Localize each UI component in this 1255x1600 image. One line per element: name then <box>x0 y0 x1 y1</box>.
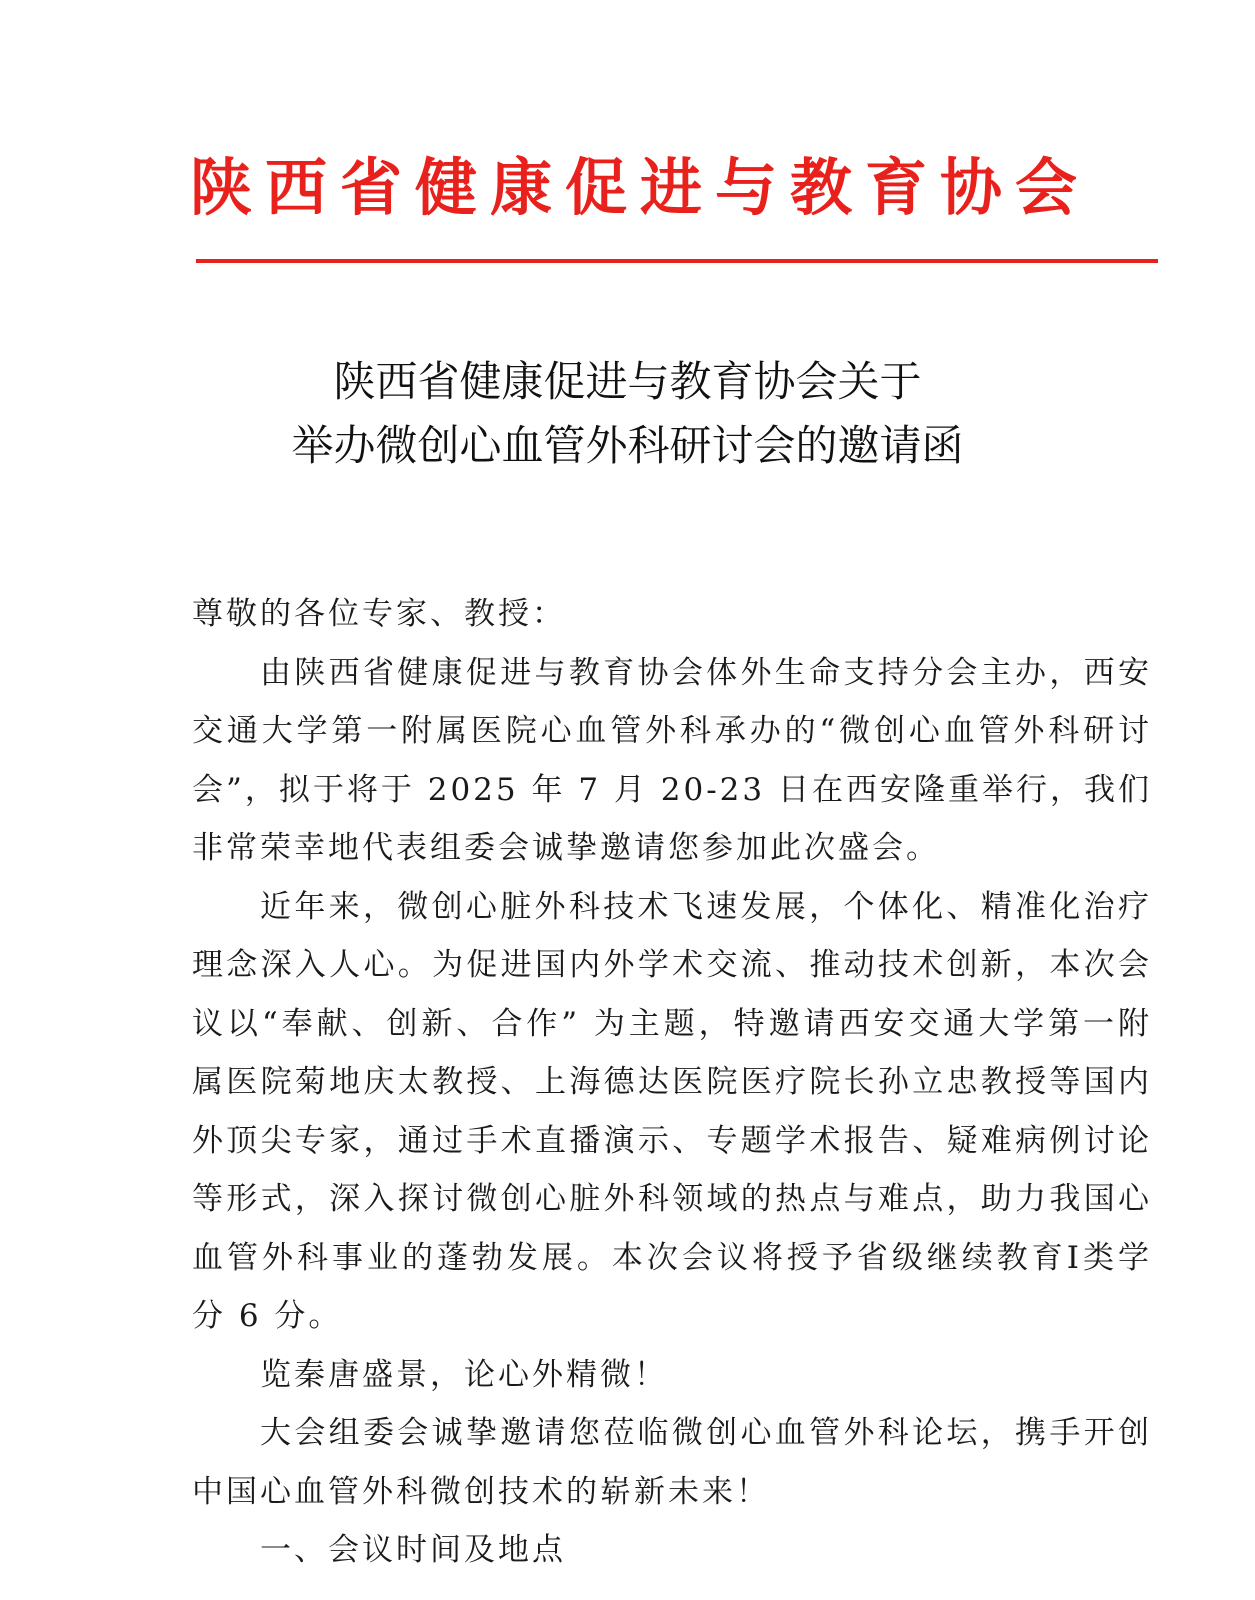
letter-body <box>192 585 1152 1580</box>
paragraph-invitation: 由陕西省健康促进与教育协会体外生命支持分会主办，西安交通大学第一附属医院心血管外科承办的“微创心血管外科研讨会”，拟于将于 2025 年 7 月 20-23 日在西安隆重举行，我们非常荣幸地代表组委会诚挚邀请您参加此次盛会。 <box>192 654 1152 866</box>
paragraph-slogan: 览秦唐盛景，论心外精微！ <box>260 1356 668 1393</box>
paragraph-background: 近年来，微创心脏外科技术飞速发展，个体化、精准化治疗理念深入人心。为促进国内外学术交流、推动技术创新，本次会议以“奉献、创新、合作” 为主题，特邀请西安交通大学第一附属医院菊地庆太教授、上海德达医院医疗院长孙立忠教授等国内外顶尖专家，通过手术直播演示、专题学术报告、疑难病例讨论等形式，深入探讨微创心脏外科领域的热点与难点，助力我国心血管外科事业的蓬勃发展。本次会议将授予省级继续教育Ⅰ类学分 6 分。 <box>192 888 1152 1334</box>
salutation: 尊敬的各位专家、教授： <box>192 596 566 632</box>
section-heading-time-location: 一、会议时间及地点 <box>260 1532 566 1568</box>
document-title-line-1: 陕西省健康促进与教育协会关于 <box>333 357 922 406</box>
letterhead-org-name: 陕西省健康促进与教育协会 <box>190 151 1091 224</box>
paragraph-closing-invitation: 大会组委会诚挚邀请您莅临微创心血管外科论坛，携手开创中国心血管外科微创技术的崭新未来！ <box>192 1415 1152 1510</box>
letterhead-red-rule <box>196 259 1158 263</box>
document-title <box>0 350 1255 478</box>
document-title-line-2: 举办微创心血管外科研讨会的邀请函 <box>291 421 964 470</box>
